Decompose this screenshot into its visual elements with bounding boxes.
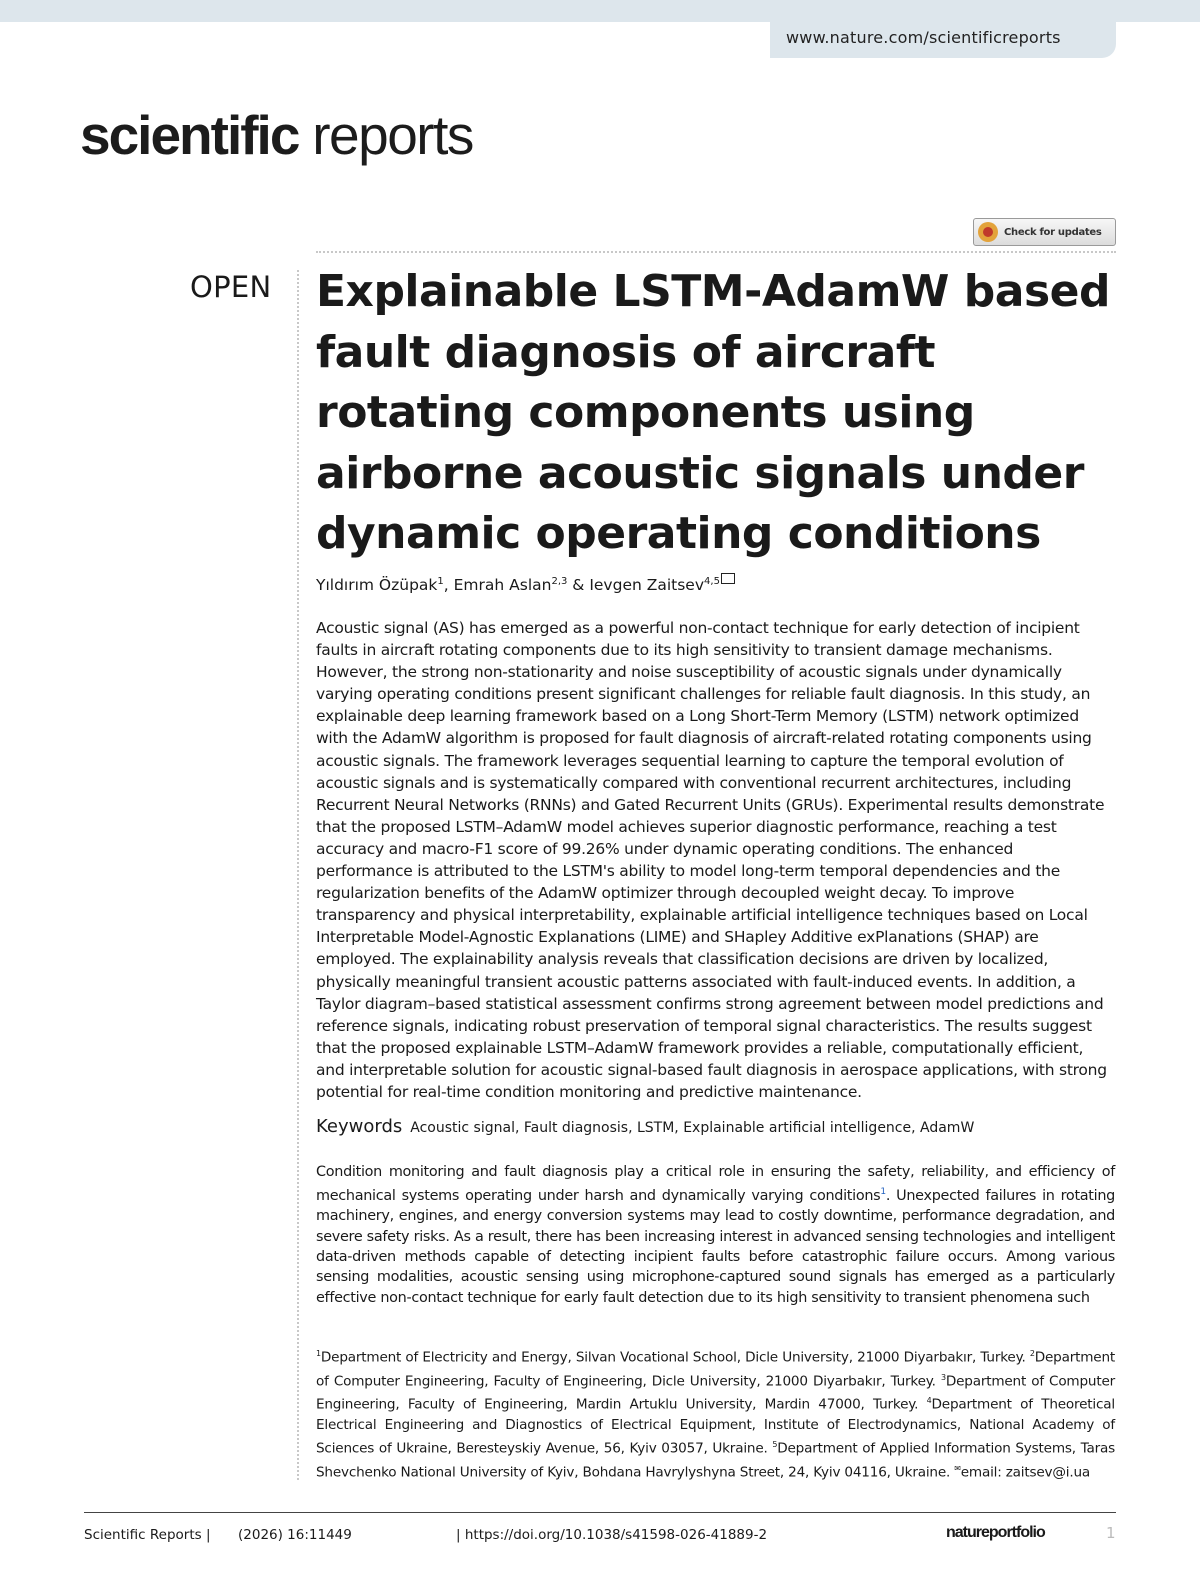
footer-journal: Scientific Reports | [84, 1527, 211, 1543]
footer-doi-link[interactable]: | https://doi.org/10.1038/s41598-026-41889-2 [456, 1527, 768, 1543]
author-affiliation-ref: 2,3 [551, 576, 568, 587]
affiliation-number: 3 [940, 1372, 946, 1382]
author-name[interactable]: Emrah Aslan [453, 576, 552, 595]
affiliation-text: Department of Electricity and Energy, Silvan Vocational School, Dicle University, 21000 Diyarbakır, Turkey. [320, 1349, 1030, 1366]
corresponding-email[interactable]: email: zaitsev@i.ua [960, 1464, 1091, 1481]
article-title: Explainable LSTM-AdamW based fault diagnosis of aircraft rotating components using airborne acoustic signals under dynamic operating conditions [316, 266, 1110, 559]
crossmark-icon [978, 222, 998, 242]
top-banner [0, 0, 1200, 22]
reference-link[interactable]: 1 [880, 1187, 886, 1198]
open-access-label: OPEN [190, 270, 272, 304]
logo-bold-text: scientific [80, 104, 299, 166]
intro-text: Condition monitoring and fault diagnosis play a critical role in ensuring the safety, reliability, and efficiency of mechanical systems operating under harsh and dynamically varying conditions [316, 1164, 1115, 1205]
affiliation-number: 4 [926, 1396, 932, 1406]
abstract-text: Acoustic signal (AS) has emerged as a powerful non-contact technique for early detection of incipient faults in aircraft rotating components due to its high sensitivity to transient damage mechanisms. However, the strong non-stationarity and noise susceptibility of acoustic signals under dynamically varying operating conditions present significant challenges for reliable fault diagnosis. In this study, an explainable deep learning framework based on a Long Short-Term Memory (LSTM) network optimized with the AdamW algorithm is proposed for fault diagnosis of aircraft-related rotating components using acoustic signals. The framework leverages sequential learning to capture the temporal evolution of acoustic signals and is systematically compared with conventional recurrent architectures, including Recurrent Neural Networks (RNNs) and Gated Recurrent Units (GRUs). Experimental results demonstrate that the proposed LSTM–AdamW model achieves superior diagnostic performance, reaching a test accuracy and macro-F1 score of 99.26% under dynamic operating conditions. The enhanced performance is attributed to the LSTM's ability to model long-term temporal dependencies and the regularization benefits of the AdamW optimizer through decoupled weight decay. To improve transparency and physical interpretability, explainable artificial intelligence techniques based on Local Interpretable Model-Agnostic Explanations (LIME) and SHapley Additive exPlanations (SHAP) are employed. The explainability analysis reveals that classification decisions are driven by localized, physically meaningful transient acoustic patterns associated with fault-induced events. In addition, a Taylor diagram–based statistical assessment confirms strong agreement between model predictions and reference signals, indicating robust preservation of temporal signal characteristics. The results suggest that the proposed explainable LSTM–AdamW framework provides a reliable, computationally efficient, and interpretable solution for acoustic signal-based fault diagnosis in aerospace applications, with strong potential for real-time condition monitoring and predictive maintenance. [316, 619, 1107, 1101]
keywords-label: Keywords [316, 1116, 403, 1137]
author-affiliation-ref: 4,5 [704, 576, 720, 587]
affiliations [316, 1344, 1115, 1482]
introduction-paragraph [316, 1162, 1115, 1308]
affiliation-number: 2 [1029, 1349, 1035, 1358]
horizontal-dotted-divider [316, 251, 1116, 253]
page-number: 1 [1106, 1524, 1116, 1542]
keywords-list: Acoustic signal, Fault diagnosis, LSTM, Explainable artificial intelligence, AdamW [410, 1120, 975, 1136]
email-icon: ✉ [954, 1463, 961, 1473]
author-affiliation-ref: 1 [437, 576, 444, 587]
author-list [316, 576, 735, 594]
keywords-row [316, 1116, 974, 1137]
affiliation-text: Department of Computer Engineering, Faculty of Engineering, Dicle University, 21000 Diyarbakır, Turkey. [316, 1349, 1115, 1390]
author-separator: , [443, 576, 454, 595]
check-for-updates-button[interactable] [973, 218, 1116, 246]
journal-logo [80, 103, 473, 167]
email-icon[interactable] [721, 573, 735, 584]
check-for-updates-label: Check for updates [1004, 226, 1102, 238]
author-separator: & [567, 576, 590, 595]
vertical-dotted-divider [297, 270, 299, 1480]
author-name[interactable]: Ievgen Zaitsev [589, 576, 705, 595]
affiliation-text: Department of Theoretical Electrical Engineering and Diagnostics of Electrical Equipment, Institute of Electrodynamics, National Academy of Sciences of Ukraine, Beresteyskiy Avenue, 56, Kyiv 03057, Ukraine. [316, 1396, 1115, 1457]
affiliation-text: Department of Applied Information Systems, Taras Shevchenko National University of Kyiv, Bohdana Havrylyshyna Street, 24, Kyiv 04116, Ukraine. [316, 1440, 1116, 1481]
publisher-logo: natureportfolio [946, 1524, 1045, 1541]
footer-citation: (2026) 16:11449 [238, 1527, 352, 1543]
intro-text-continued: . Unexpected failures in rotating machinery, engines, and energy conversion systems may lead to costly downtime, performance degradation, and severe safety risks. As a result, there has been increasing interest in advanced sensing technologies and intelligent data-driven methods capable of detecting incipient faults before catastrophic failure occurs. Among various sensing modalities, acoustic sensing using microphone-captured sound signals has emerged as a particularly effective non-contact technique for early fault detection due to its high sensitivity to transient phenomena such [316, 1188, 1115, 1306]
logo-regular-text: reports [298, 104, 473, 166]
affiliation-number: 5 [772, 1439, 778, 1449]
affiliation-text: Department of Computer Engineering, Faculty of Engineering, Mardin Artuklu University, Mardin 47000, Turkey. [316, 1373, 1116, 1413]
footer-rule [84, 1512, 1116, 1513]
journal-url-link[interactable]: www.nature.com/scientificreports [786, 28, 1061, 47]
author-name[interactable]: Yıldırım Özüpak [316, 576, 438, 595]
affiliation-number: 1 [316, 1349, 321, 1358]
